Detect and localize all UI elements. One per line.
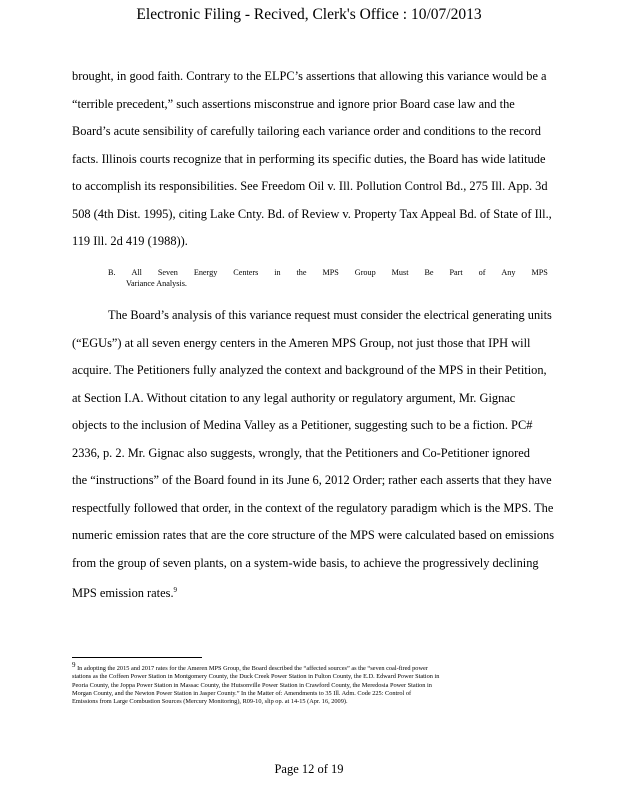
section-heading-line2: Variance Analysis. — [126, 279, 187, 288]
heading-word: MPS — [531, 268, 548, 277]
page-number: Page 12 of 19 — [274, 762, 344, 776]
text-line: 119 Ill. 2d 419 (1988)). — [72, 234, 188, 248]
text-line: Board’s acute sensibility of carefully tailoring each variance order and conditions to the record — [72, 124, 541, 138]
footnote-line: Peoria County, the Joppa Power Station in Massac County, the Hutsonville Power Station in Crawford County, the Meredosia Power Station in — [72, 681, 432, 689]
heading-word: Centers — [233, 268, 259, 277]
paragraph-2 — [72, 302, 600, 608]
heading-word: Group — [354, 268, 376, 277]
text-line: from the group of seven plants, on a system-wide basis, to achieve the progressively declining — [72, 555, 539, 570]
text-run: MPS emission rates. — [72, 586, 174, 601]
footnote-9 — [72, 661, 592, 706]
heading-word: Be — [424, 268, 434, 277]
text-line: facts. Illinois courts recognize that in performing its specific duties, the Board has wide latitude — [72, 151, 546, 166]
text-line: objects to the inclusion of Medina Valley as a Petitioner, suggesting such to be a fiction. PC# — [72, 418, 533, 432]
text-line: (“EGUs”) at all seven energy centers in the Ameren MPS Group, not just those that IPH will — [72, 335, 531, 350]
footnote-text: In adopting the 2015 and 2017 rates for the Ameren MPS Group, the Board described the “affected sources” as the “seven coal-fired power — [75, 665, 428, 673]
heading-word: Any — [501, 268, 516, 277]
footnote-line: Emissions from Large Combustion Sources (Mercury Monitoring), R09-10, slip op. at 14-15 (Apr. 16, 2009). — [72, 697, 348, 705]
footnote-line: stations as the Coffeen Power Station in Montgomery County, the Duck Creek Power Station in Fulton County, the E.D. Edward Power Station in — [72, 673, 440, 681]
text-line: numeric emission rates that are the core structure of the MPS were calculated based on emissions — [72, 528, 555, 542]
footnote-line: Morgan County, and the Newton Power Station in Jasper County.” In the Matter of: Amendments to 35 Ill. Adm. Code 225: Control of — [72, 689, 412, 697]
heading-word: in — [274, 268, 281, 277]
footnote-marker: 9 — [72, 661, 76, 669]
text-line: at Section I.A. Without citation to any legal authority or regulatory argument, Mr. Gignac — [72, 390, 516, 405]
text-line: The Board’s analysis of this variance request must consider the electrical generating units — [108, 308, 552, 322]
text-line: brought, in good faith. Contrary to the ELPC’s assertions that allowing this variance would be a — [72, 69, 547, 83]
text-line: “terrible precedent,” such assertions misconstrue and ignore prior Board case law and the — [72, 96, 515, 111]
text-line: the “instructions” of the Board found in its June 6, 2012 Order; rather each asserts that they have — [72, 473, 552, 487]
text-line — [72, 577, 600, 608]
heading-word: All — [131, 268, 142, 277]
heading-word: Part — [449, 268, 463, 277]
footnote-reference: 9 — [173, 586, 178, 594]
heading-word: Must — [391, 268, 409, 277]
filing-header: Electronic Filing - Recived, Clerk's Office : 10/07/2013 — [136, 6, 482, 23]
heading-word: the — [296, 268, 307, 277]
heading-word: MPS — [322, 268, 339, 277]
text-line: respectfully followed that order, in the context of the regulatory paradigm which is the MPS. The — [72, 500, 554, 515]
text-line: 2336, p. 2. Mr. Gignac also suggests, wrongly, that the Petitioners and Co-Petitioner ignored — [72, 445, 530, 460]
section-heading-b — [108, 267, 548, 289]
heading-word: of — [478, 268, 486, 277]
text-line: 508 (4th Dist. 1995), citing Lake Cnty. Bd. of Review v. Property Tax Appeal Bd. of State of Ill., — [72, 206, 552, 221]
text-line: to accomplish its responsibilities. See Freedom Oil v. Ill. Pollution Control Bd., 275 Ill. App. 3d — [72, 179, 548, 193]
paragraph-1 — [72, 63, 600, 256]
footnote-divider — [72, 657, 202, 658]
section-heading-line1 — [108, 267, 548, 278]
heading-word: Energy — [193, 268, 218, 277]
heading-word: Seven — [157, 268, 178, 277]
section-label: B. — [108, 268, 116, 277]
text-line: acquire. The Petitioners fully analyzed the context and background of the MPS in their Petition, — [72, 363, 547, 377]
footnote-line — [72, 661, 592, 673]
